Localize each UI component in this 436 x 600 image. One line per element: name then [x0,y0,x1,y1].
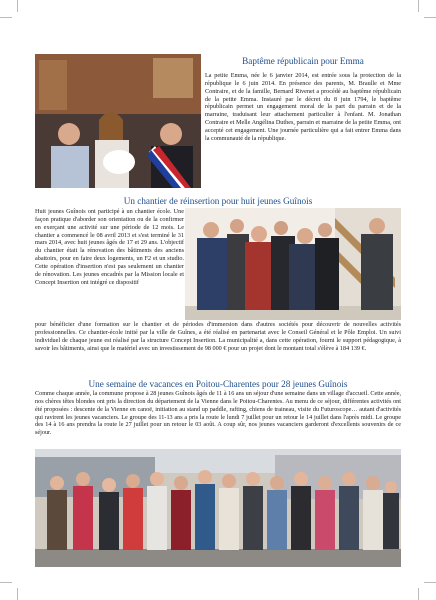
crop-mark [418,0,419,12]
youth-group-photo [35,449,401,567]
article-text: La petite Emma, née le 6 janvier 2014, est entrée sous la protection de la république le 6 juin 2014. En présence des parents, M. Braulle et Mme Contraire, et de la famille, Bernard Rivenet a procédé au baptême républicain de la petite Emma. Instauré par le décret du 8 juin 1794, le baptême républicain permet un engagement moral de la part du parrain et de la marraine, traduisant leur attachement particulier à l'enfant. M. Jonathan Contraire et Melle Angélina Duthes, parrain et marraine de la petite Emma, ont accepté cet engagement. Une journée particulière qui a fait entrer Emma dans la communauté de la république. [205,72,401,142]
baptism-photo [35,54,201,188]
crop-mark [424,582,436,583]
article-title: Un chantier de réinsertion pour huit jeunes Guînois [123,196,313,206]
article-text: pour bénéficier d'une formation sur le chantier et de périodes d'immersion dans d'autres sociétés pour découvrir de nouvelles activités professionnelles. Ce chantier-école initié par la ville de Guînes, a été réalisé en partenariat avec le Conseil Général et le Pôle Emploi. Un suivi individuel de chaque jeune est réalisé par la structure Concept Insertion. La municipalité a, dans cette opération, fourni le support pédagogique, à savoir les bâtiments, ainsi que le matériel avec un investissement de 98 000 € pour un projet dont le montant total s'élève à 184 139 €. [35,321,401,352]
crop-mark [17,588,18,600]
workers-group-photo [185,208,401,320]
crop-mark [418,588,419,600]
article-text: Comme chaque année, la commune propose à 28 jeunes Guînois âgés de 11 à 16 ans un séjour d'une semaine dans un village d'accueil. Cette année, nos chères têtes blondes ont pris la direction du département de la Vienne dans le Poitou-Charentes. Au menu de ce séjour, différentes activités ont été proposées : descente de la Vienne en canoë, initiation au stand up paddle, rafting, chiens de traineau, visite du Futuroscope… autant d'activités qui ravirent les jeunes vacanciers. Le groupe des 11-13 ans a pris la route le lundi 7 juillet pour un retour le 14 juillet dans l'après midi. Le groupe des 14 à 16 ans prendra la route le 27 juillet pour un retour le 03 août. A coup sûr, nos jeunes vacanciers garderont d'excellents souvenirs de ce séjour. [35,390,401,437]
article-title: Baptême républicain pour Emma [242,56,364,66]
article-baptism [205,56,401,143]
crop-mark [0,582,12,583]
article-text: Huit jeunes Guînois ont participé à un chantier école. Une façon pratique d'aborder son orientation ou de la confirmer en exerçant une activité sur une période de 12 mois. Le chantier a commencé le 08 avril 2013 et s'est terminé le 31 mars 2014, avec huit jeunes âgés de 17 et 29 ans. L'objectif du chantier était la rénovation des bâtiments des anciens abattoirs, pour en faire deux logements, un F2 et un studio. Cette opération d'insertion n'est pas seulement un chantier de rénovation. Les jeunes encadrés par la Mission locale et Concept Insertion ont intégré ce dispositif [35,208,184,286]
crop-mark [424,17,436,18]
crop-mark [0,17,12,18]
crop-mark [17,0,18,12]
article-title: Une semaine de vacances en Poitou-Charentes pour 28 jeunes Guînois [88,379,348,389]
